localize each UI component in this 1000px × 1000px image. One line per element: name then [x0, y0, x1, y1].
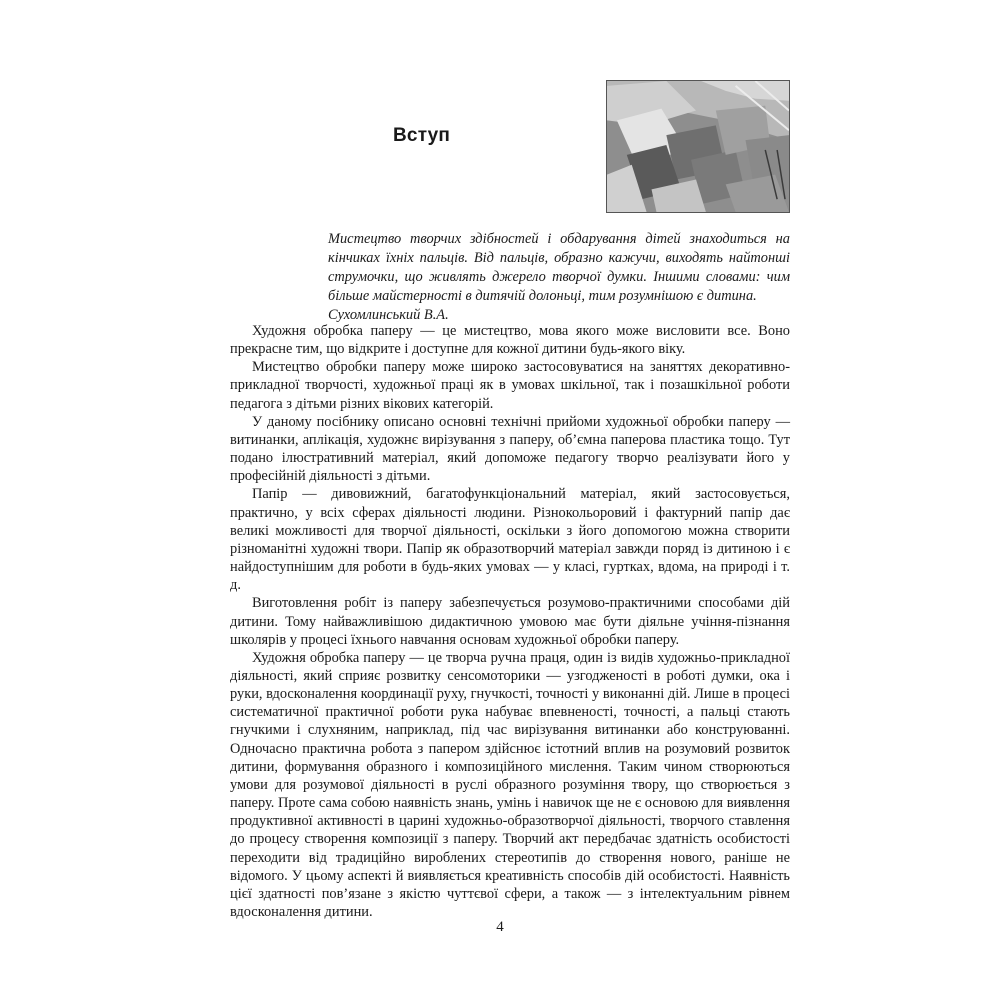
- paragraph: Мистецтво обробки паперу може широко застосовуватися на заняттях декоративно-прикладної творчості, художньої праці як в умовах шкільної, так і позашкільної роботи педагога з дітьми різних вікових категорій.: [230, 359, 790, 412]
- epigraph: [328, 230, 790, 325]
- page-title: Вступ: [393, 125, 451, 146]
- paragraph: Виготовлення робіт із паперу забезпечується розумово-практичними способами дій дитини. Тому найважливішою дидактичною умовою має бути діяльне учіння-пізнання школярів у процесі їхнього навчання основам художньої обробки паперу.: [230, 595, 790, 648]
- illustration-image: [606, 80, 790, 213]
- paragraph: Папір — дивовижний, багатофункціональний матеріал, який застосовується, практично, у всіх сферах діяльності людини. Різнокольоровий і фактурний папір дає великі можливості для творчої діяльності, оскільки з його допомогою можна створити різноманітні художні твори. Папір як образотворчий матеріал завжди поряд із дитиною і є найдоступнішим для роботи в будь-яких умовах — у класі, гуртках, вдома, на природі і т. д.: [230, 486, 790, 594]
- body-text: [230, 322, 790, 921]
- epigraph-author: Сухомлинський В.А.: [328, 307, 449, 323]
- paragraph: Художня обробка паперу — це творча ручна праця, один із видів художньо-прикладної діяльності, який сприяє розвитку сенсомоторики — узгодженості в роботі думки, ока і руки, вдосконалення координації руху, гнучкості, точності у виконанні дій. Лише в процесі систематичної практичної роботи рука набуває впевненості, точності, а пальці стають гнучкими і слухняним, наприклад, під час вирізування витинанки або конструюванні. Одночасно практична робота з папером здійснює істотний вплив на розумовий розвиток дитини, формування образного і композиційного мислення. Таким чином створюються умови для розумової діяльності в руслі образного розуміння твору, що створюється з паперу. Проте сама собою наявність знань, умінь і навичок ще не є основою для виявлення продуктивної активності в царині художньо-образотворчої діяльності, творчого ставлення до процесу створення композиції з паперу. Творчий акт передбачає здатність особистості переходити від традиційно вироблених стереотипів до створення нового, раніше не відомого. У цьому аспекті й виявляється креативність способів дій особистості. Наявність цієї здатності пов’язане з якістю чуттєвої сфери, а також — з інтелектуальним рівнем вдосконалення дитини.: [230, 649, 790, 920]
- paragraph: У даному посібнику описано основні технічні прийоми художньої обробки паперу — витинанки, аплікація, художнє вирізування з паперу, об’ємна паперова пластика тощо. Тут подано ілюстративний матеріал, який допоможе педагогу творчо реалізувати його у професійній діяльності з дітьми.: [230, 413, 790, 485]
- paragraph: Художня обробка паперу — це мистецтво, мова якого може висловити все. Воно прекрасне тим, що відкрите і доступне для кожної дитини будь-якого віку.: [230, 323, 790, 358]
- paper-collage-graphic: [607, 81, 789, 212]
- page-number: 4: [496, 919, 504, 935]
- epigraph-text: Мистецтво творчих здібностей і обдарування дітей знаходиться на кінчиках їхніх пальців. Від пальців, образно кажучи, виходять найтонші струмочки, що живлять джерело творчої думки. Іншими словами: чим більше майстерності в дитячій долоньці, тим розумнішою є дитина.: [328, 231, 790, 304]
